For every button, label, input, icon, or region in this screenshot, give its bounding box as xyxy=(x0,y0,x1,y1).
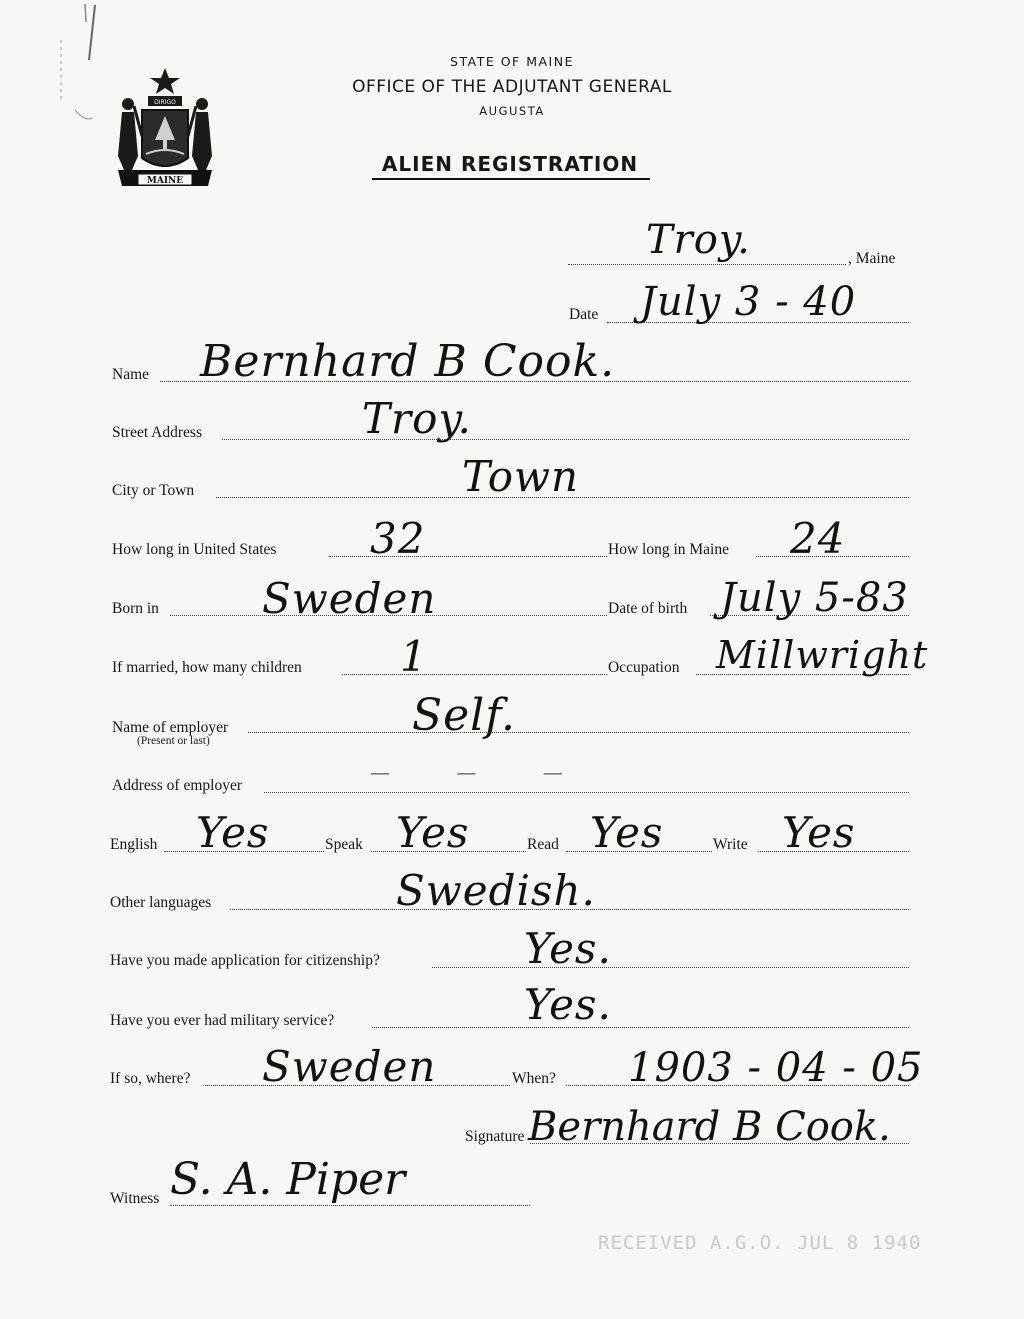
speak-value: Yes xyxy=(396,808,470,857)
signature-label: Signature xyxy=(465,1128,525,1145)
years-us-label: How long in United States xyxy=(112,541,277,558)
date-value: July 3 - 40 xyxy=(640,279,857,325)
header-city: AUGUSTA xyxy=(479,104,545,118)
employer-address-value: — — — xyxy=(370,760,593,784)
location-value: Troy. xyxy=(646,217,751,263)
witness-value: S. A. Piper xyxy=(170,1154,406,1205)
other-languages-label: Other languages xyxy=(110,894,212,911)
employer-value: Self. xyxy=(412,690,516,741)
employer-sublabel: (Present or last) xyxy=(137,735,210,747)
write-value: Yes xyxy=(782,808,856,857)
name-label: Name xyxy=(112,366,150,383)
corner-marks xyxy=(55,0,115,130)
speak-label: Speak xyxy=(325,836,363,853)
when-label: When? xyxy=(512,1070,556,1087)
children-label: If married, how many children xyxy=(112,659,302,676)
street-value: Troy. xyxy=(362,394,472,443)
occupation-value: Millwright xyxy=(716,633,929,677)
street-line xyxy=(222,439,909,440)
birth-date-label: Date of birth xyxy=(608,600,688,617)
location-suffix: , Maine xyxy=(848,250,896,267)
children-line xyxy=(342,674,607,675)
witness-label: Witness xyxy=(110,1190,160,1207)
born-in-value: Sweden xyxy=(262,574,437,623)
name-value: Bernhard B Cook. xyxy=(200,336,616,387)
date-label: Date xyxy=(569,306,599,323)
location-line xyxy=(568,264,846,265)
when-value: 1903 - 04 - 05 xyxy=(628,1045,924,1091)
years-maine-label: How long in Maine xyxy=(608,541,729,558)
form-title: ALIEN REGISTRATION xyxy=(381,152,639,176)
military-label: Have you ever had military service? xyxy=(110,1012,335,1029)
street-label: Street Address xyxy=(112,424,202,441)
children-value: 1 xyxy=(400,632,428,681)
birth-date-value: July 5-83 xyxy=(720,575,909,621)
english-label: English xyxy=(110,836,158,853)
citizenship-line xyxy=(432,967,909,968)
employer-label: Name of employer xyxy=(112,719,229,736)
english-value: Yes xyxy=(196,808,270,857)
signature-value: Bernhard B Cook. xyxy=(528,1104,891,1150)
witness-line xyxy=(170,1205,530,1206)
title-underline xyxy=(372,178,650,180)
where-label: If so, where? xyxy=(110,1070,191,1087)
city-value: Town xyxy=(462,452,580,501)
military-value: Yes. xyxy=(524,980,612,1029)
citizenship-label: Have you made application for citizenship? xyxy=(110,952,380,969)
years-us-value: 32 xyxy=(370,514,426,563)
born-in-label: Born in xyxy=(112,600,159,617)
city-label: City or Town xyxy=(112,482,195,499)
employer-address-label: Address of employer xyxy=(112,777,242,794)
svg-text:MAINE: MAINE xyxy=(146,176,184,186)
occupation-label: Occupation xyxy=(608,659,680,676)
svg-text:DIRIGO: DIRIGO xyxy=(154,99,176,106)
citizenship-value: Yes. xyxy=(524,924,612,973)
received-stamp: RECEIVED A.G.O. JUL 8 1940 xyxy=(598,1232,922,1254)
years-maine-value: 24 xyxy=(790,514,846,563)
read-label: Read xyxy=(527,836,559,853)
other-languages-value: Swedish. xyxy=(396,866,596,915)
employer-line xyxy=(248,732,909,733)
military-line xyxy=(372,1027,909,1028)
where-value: Sweden xyxy=(262,1042,437,1091)
maine-seal-icon xyxy=(112,66,218,194)
header-state: STATE OF MAINE xyxy=(450,54,574,69)
employer-address-line xyxy=(264,792,909,793)
read-value: Yes xyxy=(590,808,664,857)
write-label: Write xyxy=(713,836,748,853)
header-office: OFFICE OF THE ADJUTANT GENERAL xyxy=(352,77,672,97)
